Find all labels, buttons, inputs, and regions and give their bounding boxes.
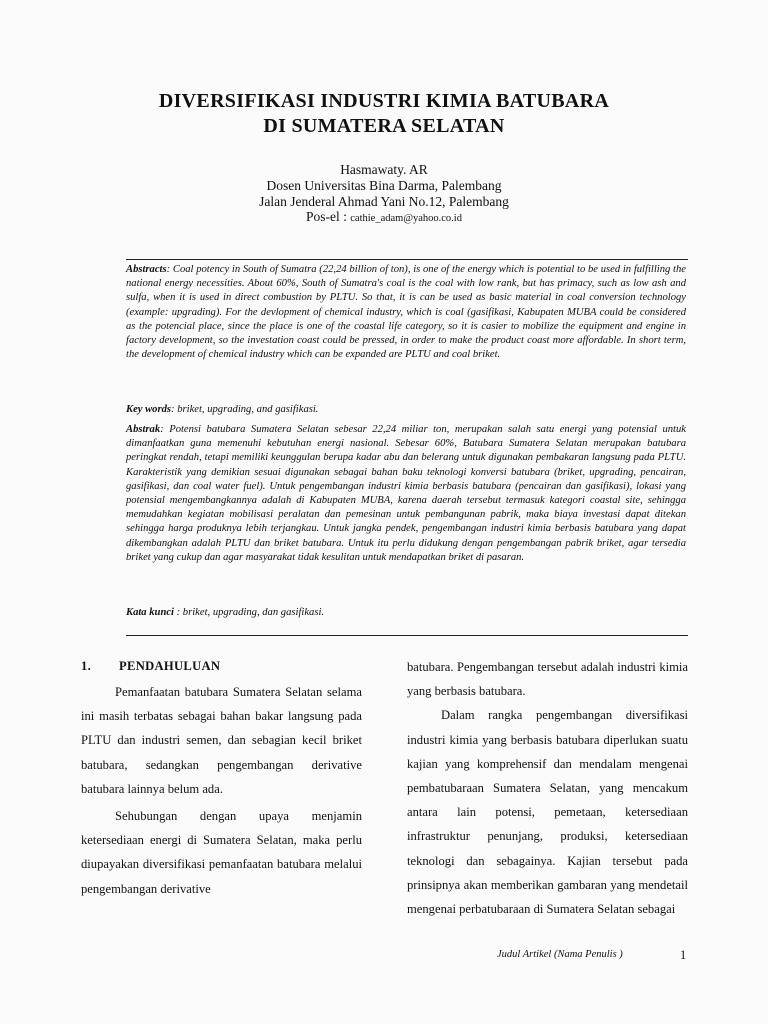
author-address: Jalan Jenderal Ahmad Yani No.12, Palembang — [259, 194, 509, 209]
left-paragraph-2: Sehubungan dengan upaya menjamin ketersediaan energi di Sumatera Selatan, maka perlu diupayakan diversifikasi pemanfaatan batubara melalui pengembangan derivative — [81, 809, 362, 896]
abstract-indonesian-label: Abstrak — [126, 424, 161, 435]
top-divider — [126, 259, 688, 260]
section-title: PENDAHULUAN — [119, 659, 221, 673]
abstract-english-text: : Coal potency in South of Sumatra (22,24 billion of ton), is one of the energy which is potential to be used in fulfilling the national energy necessities. About 60%, South of Sumatra's coal is the coal with low rank, but has primacy, such as low ash and sulfa, when it is used in direct combustion by PLTU. So that, it is can be used as basic material in coal conversion technology (example: upgrading). For the devlopment of chemical industry, which is coal (gasifikasi, Kabupaten MUBA could be considered as the potencial place, since the place is one of the coastal life category, so it is casier to mobilize the equipment and engine in factory development, so the investation coast could be pressed, in order to make the product coast more affordable. In short term, the development of chemical industry which can be expanded are PLTU and coal briket. — [126, 264, 686, 361]
author-email-label: Pos-el : — [306, 209, 351, 224]
abstract-english — [126, 263, 686, 362]
page-number: 1 — [680, 948, 687, 962]
section-number: 1. — [81, 659, 92, 673]
left-column — [81, 680, 362, 901]
right-paragraph-1: batubara. Pengembangan tersebut adalah industri kimia yang berbasis batubara. — [407, 660, 688, 699]
right-paragraph-2: Dalam rangka pengembangan diversifikasi industri kimia yang berbasis batubara diperlukan suatu kajian yang komprehensif dan mendalam mengenai pembatubaraan Sumatera Selatan, yang mencakum antara lain potensi, pemetaan, ketersediaan infrastruktur penunjang, produksi, ketersediaan teknologi dan sebagainya. Kajian tersebut pada prinsipnya akan memberikan gambaran yang mendetail mengenai perbatubaraan di Sumatera Selatan sebagai — [407, 708, 688, 917]
abstract-english-label: Abstracts — [126, 264, 167, 275]
author-affiliation: Dosen Universitas Bina Darma, Palembang — [266, 178, 502, 193]
keywords-indonesian-label: Kata kunci — [126, 607, 174, 618]
abstract-indonesian — [126, 423, 686, 565]
keywords-indonesian-text: : briket, upgrading, dan gasifikasi. — [173, 607, 325, 618]
left-paragraph-1: Pemanfaatan batubara Sumatera Selatan selama ini masih terbatas sebagai bahan bakar langsung pada PLTU dan industri semen, dan sebagian kecil briket batubara, sedangkan pengembangan derivative batubara lainnya belum ada. — [81, 685, 362, 796]
keywords-english-text: : briket, upgrading, and gasifikasi. — [171, 404, 319, 415]
running-footer: Judul Artikel (Nama Penulis ) — [497, 949, 623, 960]
abstract-indonesian-text: : Potensi batubara Sumatera Selatan sebesar 22,24 miliar ton, merupakan salah satu energi yang potensial untuk dimanfaatkan guna memenuhi kebutuhan energi nasional. Sebesar 60%, Batubara Sumatera Selatan merupakan batubara peringkat rendah, tetapi memiliki keunggulan berupa kadar abu dan belerang untuk digunakan pembakaran langsung pada PLTU. Karakteristik yang demikian sesuai digunakan sebagai bahan baku teknologi konversi batubara (briket, upgrading, pencairan, gasifikasi, dan coal water fuel). Untuk pengembangan industri kimia berbasis batubara (pencairan dan gasifikasi), lokasi yang potensial mengembangkannya adalah di Kabupaten MUBA, karena daerah tersebut termasuk kategori coastal site, sehingga memudahkan kegiatan mobilisasi peralatan dan pemesinan untuk pembangunan pabrik, maka biaya investasi dapat ditekan sehingga harga produknya lebih terjangkau. Untuk jangka pendek, pengembangan industri kimia berbasis batubara yang dapat dikembangkan adalah PLTU dan briket batubara. Untuk itu perlu didukung dengan pengembangan pabrik briket, agar tersedia briket yang cukup dan agar masyarakat tidak kesulitan untuk mendapatkan briket di pasaran. — [126, 424, 686, 563]
paper-title-line-1: DIVERSIFIKASI INDUSTRI KIMIA BATUBARA — [158, 90, 610, 112]
author-email: cathie_adam@yahoo.co.id — [350, 213, 462, 224]
author-name: Hasmawaty. AR — [340, 162, 428, 177]
keywords-indonesian — [126, 606, 686, 620]
paper-title-line-2: DI SUMATERA SELATAN — [263, 115, 505, 137]
right-column — [407, 655, 688, 921]
keywords-english — [126, 403, 686, 417]
author-email-line — [0, 209, 768, 226]
bottom-divider — [126, 635, 688, 636]
keywords-english-label: Key words — [126, 404, 172, 415]
